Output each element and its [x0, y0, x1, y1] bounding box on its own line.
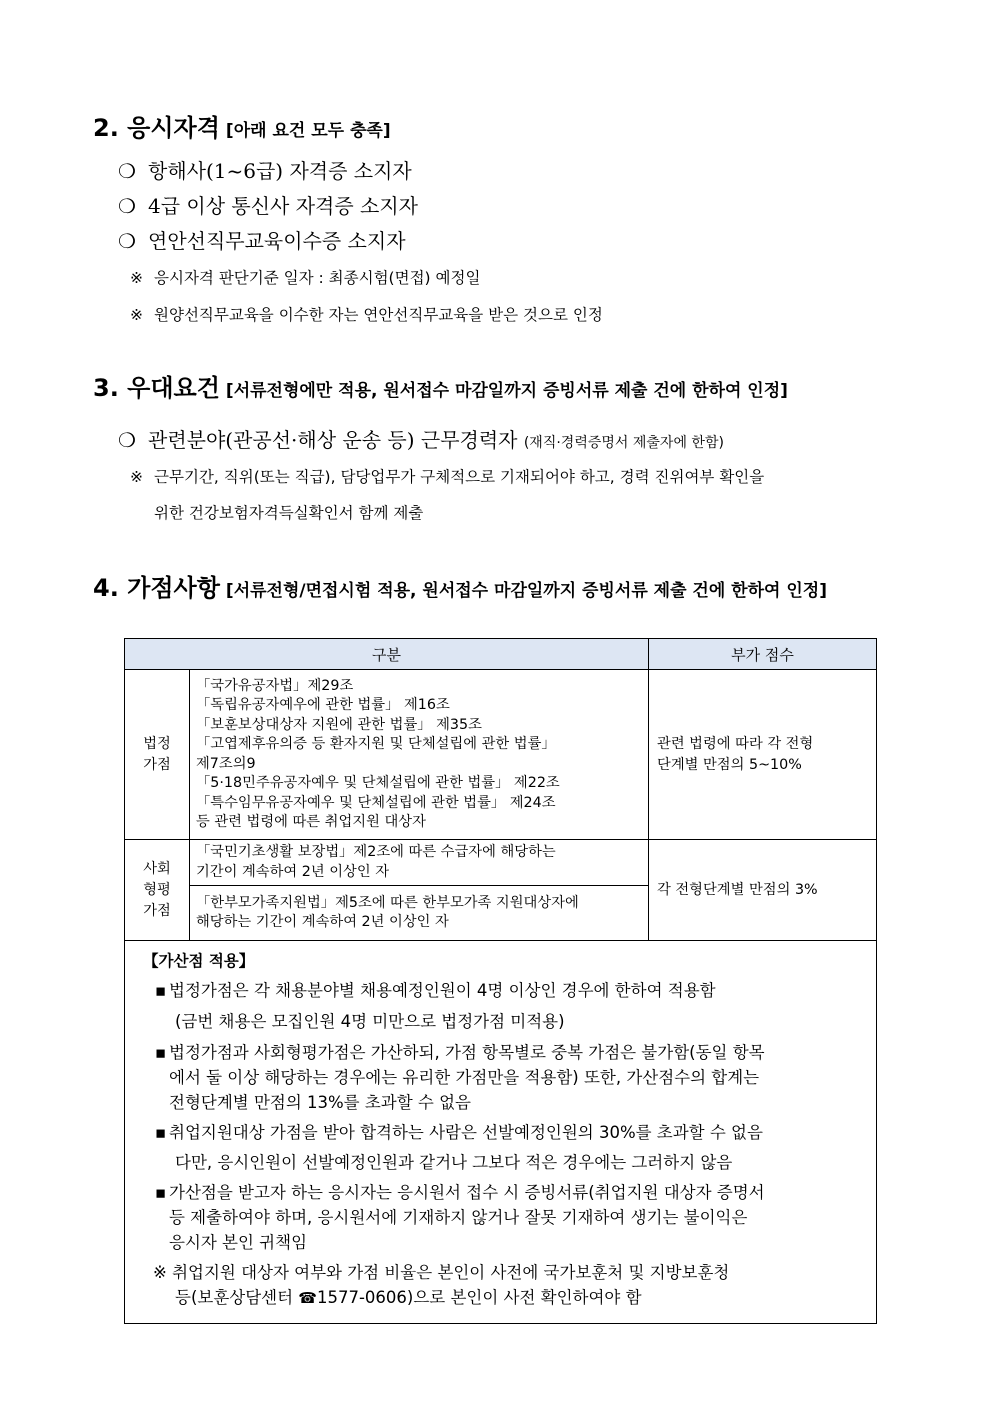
bonus-rule-continued: 에서 둘 이상 해당하는 경우에는 유리한 가점만을 적용함) 또한, 가산점수의 합계는 — [169, 1068, 760, 1087]
section-2-title — [93, 108, 391, 143]
section-2-heading: 2. 응시자격 — [93, 114, 220, 142]
bonus-rule-continued: 응시자 본인 귀책임 — [169, 1233, 308, 1252]
legal-bonus-laws — [190, 670, 649, 840]
law-item: 「보훈보상대상자 지원에 관한 법률」 제35조 — [196, 716, 482, 733]
header-score: 부가 점수 — [649, 639, 877, 670]
note-text: 응시자격 판단기준 일자 : 최종시험(면접) 예정일 — [154, 269, 481, 287]
bonus-rule-continued: 등 제출하여야 하며, 응시원서에 기재하지 않거나 잘못 기재하여 생기는 불이익은 — [169, 1208, 748, 1227]
circle-bullet-icon: ❍ — [118, 428, 136, 452]
section-4-heading: 4. 가점사항 — [93, 574, 220, 602]
social-bonus-condition: 「국민기초생활 보장법」제2조에 따른 수급자에 해당하는 기간이 계속하여 2년 이상인 자 — [190, 840, 649, 886]
law-item: 「독립유공자예우에 관한 법률」 제16조 — [196, 697, 450, 713]
social-bonus-condition: 「한부모가족지원법」제5조에 따른 한부모가족 지원대상자에 해당하는 기간이 계속하여 2년 이상인 자 — [190, 886, 649, 941]
law-item: 「고엽제후유의증 등 환자지원 및 단체설립에 관한 법률」 — [196, 736, 556, 752]
section-3-note: [서류전형에만 적용, 원서접수 마감일까지 증빙서류 제출 건에 한하여 인정] — [225, 381, 788, 401]
social-bonus-category: 사회 형평 가점 — [125, 840, 190, 941]
reference-mark-icon: ※ — [130, 468, 143, 486]
circle-bullet-icon: ❍ — [118, 194, 136, 218]
circle-bullet-icon: ❍ — [118, 229, 136, 253]
law-item: 「국가유공자법」제29조 — [196, 677, 354, 694]
qualification-note — [130, 303, 603, 325]
reference-mark-icon: ※ — [130, 306, 143, 324]
bonus-note-continued: 등(보훈상담센터 ☎1577-0606)으로 본인이 사전 확인하여야 함 — [175, 1288, 642, 1307]
law-item: 등 관련 법령에 따른 취업지원 대상자 — [196, 814, 426, 830]
bonus-rule: ▪ 가산점을 받고자 하는 응시자는 응시원서 접수 시 증빙서류(취업지원 대상자 증명서 — [143, 1180, 864, 1205]
bonus-application-box — [125, 941, 877, 1324]
bonus-points-table — [124, 638, 877, 1324]
bonus-rule-continued: 다만, 응시인원이 선발예정인원과 같거나 그보다 적은 경우에는 그러하지 않음 — [175, 1153, 733, 1172]
qualification-note — [130, 266, 480, 288]
bonus-note: ※ 취업지원 대상자 여부와 가점 비율은 본인이 사전에 국가보훈처 및 지방보훈청 — [153, 1263, 730, 1282]
square-bullet-icon: ▪ — [155, 1123, 167, 1142]
bonus-rule: ▪ 법정가점과 사회형평가점은 가산하되, 가점 항목별로 중복 가점은 불가함(동일 항목 — [143, 1040, 864, 1065]
section-3-title — [93, 368, 788, 403]
square-bullet-icon: ▪ — [155, 1183, 167, 1202]
section-3-heading: 3. 우대요건 — [93, 374, 220, 402]
law-item: 「특수임무유공자예우 및 단체설립에 관한 법률」 제24조 — [196, 794, 556, 811]
law-item: 제7조의9 — [196, 755, 256, 772]
reference-mark-icon: ※ — [130, 269, 143, 287]
circle-bullet-icon: ❍ — [118, 159, 136, 183]
section-4-title — [93, 568, 827, 603]
section-2-note: [아래 요건 모두 충족] — [225, 121, 391, 141]
qualification-text: 4급 이상 통신사 자격증 소지자 — [148, 194, 418, 218]
preference-condition: (재직·경력증명서 제출자에 한함) — [523, 435, 724, 451]
qualification-item — [118, 225, 406, 254]
square-bullet-icon: ▪ — [155, 1043, 167, 1062]
section-4-note: [서류전형/면접시험 적용, 원서접수 마감일까지 증빙서류 제출 건에 한하여 인정] — [225, 581, 827, 601]
qualification-item — [118, 190, 418, 219]
legal-bonus-score: 관련 법령에 따라 각 전형 단계별 만점의 5~10% — [649, 670, 877, 840]
bonus-rule-continued: 전형단계별 만점의 13%를 초과할 수 없음 — [169, 1093, 471, 1112]
preference-item — [118, 424, 724, 453]
preference-note — [130, 465, 764, 487]
legal-bonus-category: 법정 가점 — [125, 670, 190, 840]
header-category: 구분 — [125, 639, 649, 670]
note-text: 원양선직무교육을 이수한 자는 연안선직무교육을 받은 것으로 인정 — [154, 306, 603, 324]
telephone-icon: ☎ — [298, 1289, 317, 1307]
qualification-text: 항해사(1~6급) 자격증 소지자 — [148, 159, 412, 183]
note-text: 근무기간, 직위(또는 직급), 담당업무가 구체적으로 기재되어야 하고, 경력 진위여부 확인을 — [154, 468, 765, 486]
law-item: 「5·18민주유공자예우 및 단체설립에 관한 법률」 제22조 — [196, 775, 560, 791]
bonus-rule: ▪ 법정가점은 각 채용분야별 채용예정인원이 4명 이상인 경우에 한하여 적용함 — [143, 978, 864, 1003]
social-bonus-score: 각 전형단계별 만점의 3% — [649, 840, 877, 941]
preference-text: 관련분야(관공선·해상 운송 등) 근무경력자 — [148, 428, 518, 452]
preference-note-continued: 위한 건강보험자격득실확인서 함께 제출 — [154, 504, 424, 522]
bonus-rule: ▪ 취업지원대상 가점을 받아 합격하는 사람은 선발예정인원의 30%를 초과할 수 없음 — [143, 1120, 864, 1145]
bonus-rule-continued: (금번 채용은 모집인원 4명 미만으로 법정가점 미적용) — [175, 1012, 565, 1031]
bonus-application-title: 【가산점 적용】 — [143, 952, 255, 970]
qualification-text: 연안선직무교육이수증 소지자 — [148, 229, 406, 253]
qualification-item — [118, 155, 412, 184]
square-bullet-icon: ▪ — [155, 981, 167, 1000]
reference-mark-icon: ※ — [153, 1263, 167, 1282]
